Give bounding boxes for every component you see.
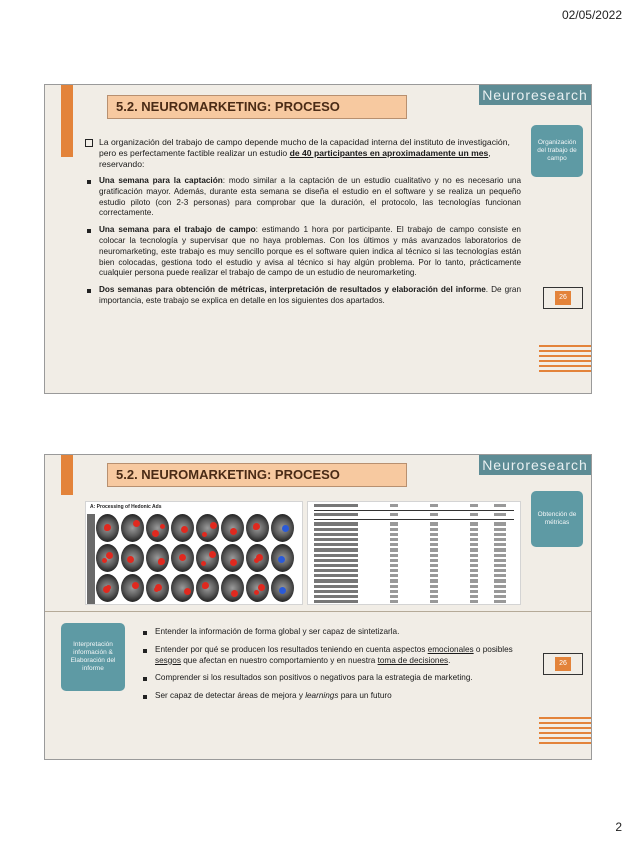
- slide-title: 5.2. NEUROMARKETING: PROCESO: [107, 463, 407, 487]
- table-row-graphic: [314, 559, 514, 562]
- slide-metricas: [44, 454, 592, 760]
- bullet-text: que afectan en nuestro comportamiento y en nuestra: [180, 655, 378, 665]
- brain-scan-image: [171, 574, 194, 602]
- table-row-graphic: [314, 590, 514, 593]
- brain-scan-row: [96, 574, 300, 602]
- italic-term: learnings: [305, 691, 339, 701]
- table-row-graphic: [314, 548, 514, 551]
- brain-scan-image: [146, 574, 169, 602]
- bullet-text: Ser capaz de detectar áreas de mejora y: [155, 691, 306, 701]
- brain-scan-grid: [96, 514, 300, 604]
- brain-scan-image: [96, 514, 119, 542]
- side-box-organizacion: Organización del trabajo de campo: [531, 125, 583, 177]
- slide-content: [85, 137, 521, 313]
- table-row-graphic: [314, 564, 514, 567]
- table-row-graphic: [314, 513, 514, 516]
- brain-scan-image: [271, 544, 294, 572]
- intro-paragraph: [85, 137, 521, 170]
- brand-banner: Neuroresearch: [479, 85, 591, 105]
- table-row-graphic: [314, 538, 514, 541]
- brain-scan-image: [271, 574, 294, 602]
- table-row-graphic: [314, 574, 514, 577]
- brain-scan-image: [196, 514, 219, 542]
- table-row-graphic: [314, 533, 514, 536]
- brain-scan-row: [96, 544, 300, 572]
- table-row-graphic: [314, 595, 514, 598]
- intro-highlight: de 40 participantes en aproximadamente un mes: [289, 148, 489, 158]
- list-item: [85, 285, 521, 307]
- accent-bar: [61, 85, 73, 157]
- slide-number-box: [543, 653, 583, 675]
- slide-organizacion: [44, 84, 592, 394]
- brain-scan-image: [246, 514, 269, 542]
- intro-text-end: , reservando:: [99, 148, 491, 169]
- brain-scan-image: [171, 544, 194, 572]
- bullet-text: o posibles: [473, 644, 513, 654]
- table-row-graphic: [314, 579, 514, 582]
- side-box-interpretacion: Interpretación información & Elaboración del informe: [61, 623, 125, 691]
- brain-scan-image: [121, 574, 144, 602]
- brain-scan-image: [96, 544, 119, 572]
- intro-text: La organización del trabajo de campo depende mucho de la capacidad interna del instituto de investigación, pero es perfectamente factible realizar un estudio: [99, 137, 510, 158]
- decorative-stripes: [539, 717, 591, 747]
- decorative-stripes: [539, 345, 591, 375]
- brain-scan-image: [96, 574, 119, 602]
- underlined-term: emocionales: [427, 644, 474, 654]
- bullet-text: . De gran importancia, este trabajo se explica en detalle en los siguientes dos apartados.: [99, 285, 521, 305]
- brain-scan-image: [171, 514, 194, 542]
- bullet-heading: Una semana para la captación: [99, 176, 223, 185]
- brain-scan-image: [121, 514, 144, 542]
- checkbox-bullet-icon: [85, 139, 93, 147]
- list-item: [85, 176, 521, 219]
- row-label-bars: [87, 514, 95, 604]
- brain-scan-image: [221, 574, 244, 602]
- bullet-list: [85, 176, 521, 307]
- bullet-text: para un futuro: [338, 691, 392, 701]
- table-row-graphic: [314, 522, 514, 525]
- accent-bar: [61, 455, 73, 495]
- table-row-graphic: [314, 554, 514, 557]
- underlined-term: toma de decisiones: [377, 655, 449, 665]
- brain-scan-row: [96, 514, 300, 542]
- table-row-graphic: [314, 504, 514, 507]
- brain-scan-image: [196, 544, 219, 572]
- bullet-heading: Dos semanas para obtención de métricas, interpretación de resultados y elaboración del informe: [99, 285, 486, 295]
- bullet-text: Comprender si los resultados son positivos o negativos para la estrategia de marketing.: [155, 673, 473, 683]
- brain-scan-image: [146, 544, 169, 572]
- slide-number: 26: [555, 291, 571, 305]
- list-item: [141, 691, 521, 702]
- table-row-graphic: [314, 528, 514, 531]
- list-item: [85, 225, 521, 279]
- results-table-image: [307, 501, 521, 605]
- slide-number: 26: [555, 657, 571, 671]
- table-row-graphic: [314, 600, 514, 603]
- table-row-graphic: [314, 585, 514, 588]
- slide-content: [141, 627, 521, 709]
- list-item: [141, 673, 521, 684]
- figure-label: A: Processing of Hedonic Ads: [90, 504, 162, 510]
- bullet-heading: Una semana para el trabajo de campo: [99, 225, 256, 235]
- brain-scan-image: [221, 514, 244, 542]
- list-item: [141, 627, 521, 638]
- underlined-term: sesgos: [155, 655, 181, 665]
- table-row-graphic: [314, 519, 514, 520]
- slide-number-box: [543, 287, 583, 309]
- list-item: [141, 645, 521, 667]
- slide-title: 5.2. NEUROMARKETING: PROCESO: [107, 95, 407, 119]
- side-box-metricas: Obtención de métricas: [531, 491, 583, 547]
- bullet-text: : estimando 1 hora por participante. El trabajo de campo consiste en colocar la tecnología y supervisar que no haya problemas. Con los últimos y más avanzados laboratorios de neuromarketing, este trabajo es muy sencillo porque es el software quien indica al técnico si las tecnologías están bien colocadas, gestiona todo el estudio y avisa al técnico si hay algún problema. Por lo tanto, prácticamente cualquier persona puede realizar el trabajo de campo de un estudio de neuromarketing.: [99, 225, 521, 278]
- brand-banner: Neuroresearch: [479, 455, 591, 475]
- bullet-text: Entender por qué se producen los resultados teniendo en cuenta aspectos: [155, 644, 428, 654]
- brain-scan-image: [246, 574, 269, 602]
- page-date: 02/05/2022: [561, 8, 622, 22]
- brain-scan-image: [121, 544, 144, 572]
- brain-scan-image: [221, 544, 244, 572]
- table-row-graphic: [314, 510, 514, 511]
- brain-scan-image: [271, 514, 294, 542]
- page-number: 2: [615, 820, 622, 834]
- brain-scan-figure: [85, 501, 303, 605]
- bullet-text: .: [448, 655, 451, 665]
- brain-scan-image: [146, 514, 169, 542]
- table-row-graphic: [314, 543, 514, 546]
- bullet-text: : modo similar a la captación de un estudio cualitativo y no es necesario una gratificación mayor. Además, durante esta semana se diseña el estudio en el software y se realiza un pequeño estudio piloto (con 2-3 personas) para comprobar que la duración, el protocolo, las tecnologías funcionan correctamente.: [99, 176, 521, 218]
- brain-scan-image: [246, 544, 269, 572]
- table-row-graphic: [314, 569, 514, 572]
- divider: [45, 611, 591, 612]
- bullet-text: Entender la información de forma global y ser capaz de sintetizarla.: [155, 627, 400, 636]
- brain-scan-image: [196, 574, 219, 602]
- bullet-list: [141, 627, 521, 702]
